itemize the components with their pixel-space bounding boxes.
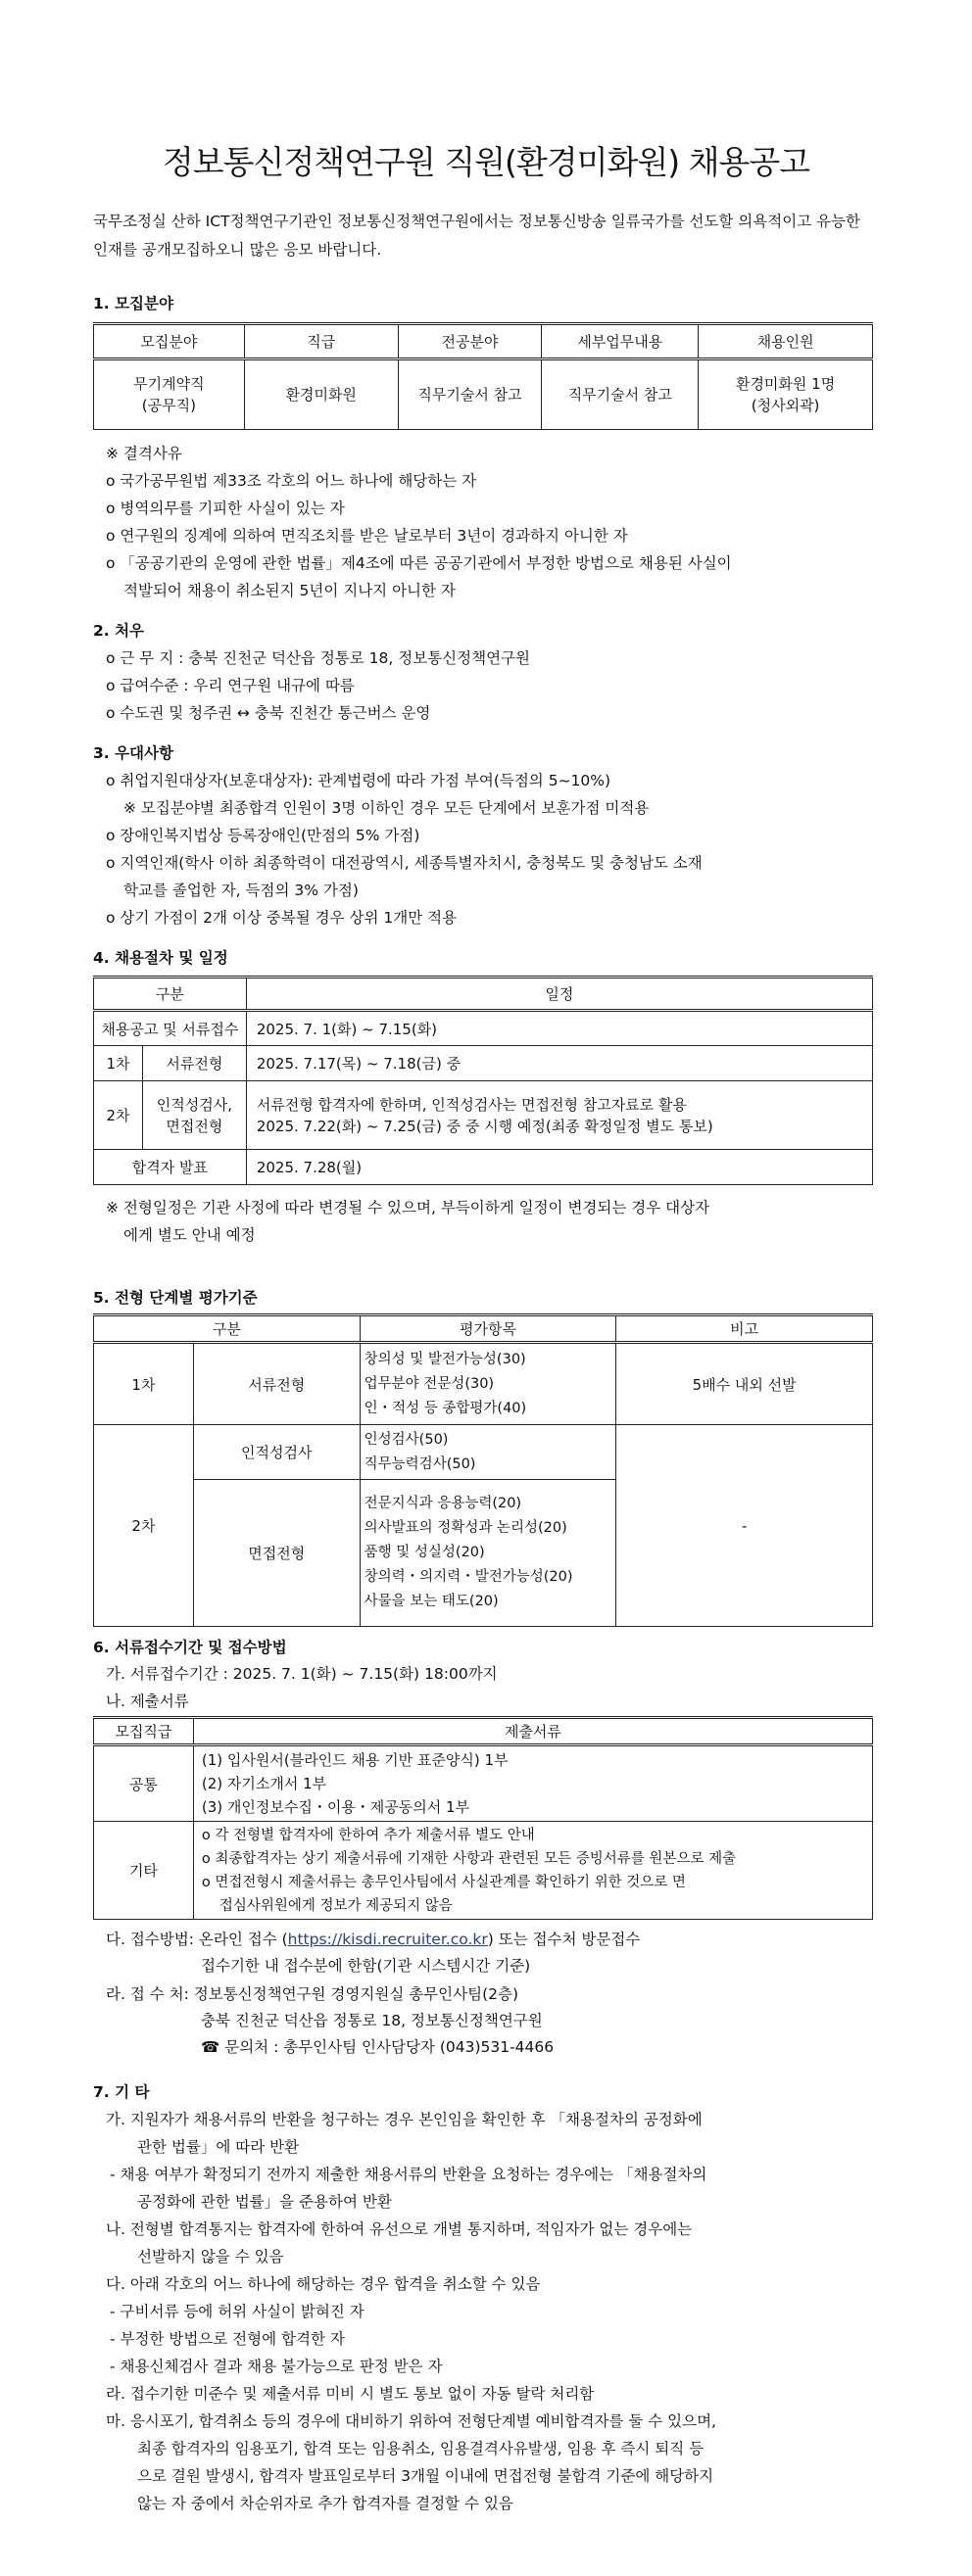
table-cell: 채용공고 및 서류접수 xyxy=(94,1011,247,1046)
cell-line: (3) 개인정보수집・이용・제공동의서 1부 xyxy=(201,1798,470,1816)
section-7-heading: 7. 기 타 xyxy=(93,2083,150,2101)
etc-line: - 부정한 방법으로 전형에 합격한 자 xyxy=(110,2330,345,2348)
table-cell xyxy=(360,1480,616,1627)
benefit-line: o 수도권 및 청주권 ↔ 충북 진천간 통근버스 운영 xyxy=(106,704,431,722)
etc-line: 선발하지 않을 수 있음 xyxy=(137,2248,284,2266)
office-line: 라. 접 수 처: 정보통신정책연구원 경영지원실 총무인사팀(2층) xyxy=(106,1985,519,2003)
table-cell: 공통 xyxy=(94,1745,194,1822)
etc-line: 공정화에 관한 법률」을 준용하여 반환 xyxy=(137,2193,392,2211)
preference-line: o 취업지원대상자(보훈대상자): 관계법령에 따라 가점 부여(득점의 5~10%) xyxy=(106,772,611,789)
note-line: ※ 결격사유 xyxy=(106,445,182,462)
table-cell: 2025. 7.17(목) ~ 7.18(금) 중 xyxy=(246,1046,872,1081)
benefit-line: o 급여수준 : 우리 연구원 내규에 따름 xyxy=(106,677,355,694)
etc-line: 관한 법률」에 따라 반환 xyxy=(137,2138,300,2156)
cell-line: 창의력・의지력・발전가능성(20) xyxy=(364,1569,573,1585)
note-line: o 「공공기관의 운영에 관한 법률」제4조에 따른 공공기관에서 부정한 방법으로 채용된 사실이 xyxy=(106,554,732,572)
etc-line: - 구비서류 등에 허위 사실이 밝혀진 자 xyxy=(110,2303,364,2320)
table-cell: 2025. 7. 1(화) ~ 7.15(화) xyxy=(246,1011,872,1046)
table-cell: 환경미화원 1명 (청사외곽) xyxy=(699,359,873,430)
table-header: 구분 xyxy=(94,1315,361,1343)
table-header: 세부업무내용 xyxy=(542,324,699,359)
note-line: o 국가공무원법 제33조 각호의 어느 하나에 해당하는 자 xyxy=(106,472,477,490)
table-cell: - xyxy=(616,1425,873,1627)
cell-line: 인・적성 등 종합평가(40) xyxy=(364,1400,527,1416)
note-line: 적발되어 채용이 취소된지 5년이 지나지 아니한 자 xyxy=(123,582,456,599)
contact-line: ☎ 문의처 : 총무인사팀 인사담당자 (043)531-4466 xyxy=(201,2038,555,2056)
method-line xyxy=(106,1928,640,1949)
preference-line: o 지역인재(학사 이하 최종학력이 대전광역시, 세종특별자치시, 충청북도 및 충청남도 소재 xyxy=(106,854,703,872)
cell-line: o 각 전형별 합격자에 한하여 추가 제출서류 별도 안내 xyxy=(201,1827,535,1843)
table-header: 평가항목 xyxy=(360,1315,616,1343)
etc-line: - 채용 여부가 확정되기 전까지 제출한 채용서류의 반환을 요청하는 경우에는 「채용절차의 xyxy=(110,2166,707,2183)
etc-line: 다. 아래 각호의 어느 하나에 해당하는 경우 합격을 취소할 수 있음 xyxy=(106,2275,541,2293)
table-header: 모집분야 xyxy=(94,324,245,359)
table-cell xyxy=(360,1343,616,1425)
section-6-heading: 6. 서류접수기간 및 접수방법 xyxy=(93,1639,287,1656)
table-cell xyxy=(193,1822,872,1920)
cell-line: 사물을 보는 태도(20) xyxy=(364,1594,499,1609)
office-line: 충북 진천군 덕산읍 정통로 18, 정보통신정책연구원 xyxy=(201,2012,543,2029)
cell-line: 인성검사(50) xyxy=(364,1431,449,1448)
etc-line: 최종 합격자의 임용포기, 합격 또는 임용취소, 임용결격사유발생, 임용 후 즉시 퇴직 등 xyxy=(137,2440,705,2457)
cell-line: 접심사위원에게 정보가 제공되지 않음 xyxy=(219,1897,453,1914)
etc-line: 가. 지원자가 채용서류의 반환을 청구하는 경우 본인임을 확인한 후 「채용절차의 공정화에 xyxy=(106,2111,703,2128)
method-text: ) 또는 접수처 방문접수 xyxy=(487,1931,641,1948)
note-line: 에게 별도 안내 예정 xyxy=(123,1226,256,1244)
cell-line: 서류전형 합격자에 한하며, 인적성검사는 면접전형 참고자료로 활용 xyxy=(256,1095,687,1114)
cell-line: o 면접전형시 제출서류는 총무인사팀에서 사실관계를 확인하기 위한 것으로 면 xyxy=(201,1874,686,1890)
note-line: o 병역의무를 기피한 사실이 있는 자 xyxy=(106,500,345,517)
method-text: 다. 접수방법: 온라인 접수 ( xyxy=(106,1931,288,1948)
table-cell: 직무기술서 참고 xyxy=(542,359,699,430)
cell-line: 면접전형 xyxy=(166,1117,223,1135)
table-cell: 환경미화원 xyxy=(244,359,398,430)
table-cell: 2025. 7.28(월) xyxy=(246,1150,872,1185)
table-cell: 1차 xyxy=(94,1343,194,1425)
note-line: o 연구원의 징계에 의하여 면직조치를 받은 날로부터 3년이 경과하지 아니한 자 xyxy=(106,527,628,545)
documents-table xyxy=(93,1716,873,1920)
table-header: 직급 xyxy=(244,324,398,359)
intro-paragraph: 국무조정실 산하 ICT정책연구기관인 정보통신정책연구원에서는 정보통신방송 일류국가를 선도할 의욕적이고 유능한 인재를 공개모집하오니 많은 응모 바랍니다. xyxy=(93,213,860,259)
table-header: 전공분야 xyxy=(398,324,542,359)
section-4-heading: 4. 채용절차 및 일정 xyxy=(93,949,228,967)
cell-line: 전문지식과 응용능력(20) xyxy=(364,1496,522,1511)
benefit-line: o 근 무 지 : 충북 진천군 덕산읍 정통로 18, 정보통신정책연구원 xyxy=(106,649,531,667)
table-header: 채용인원 xyxy=(699,324,873,359)
table-header: 일정 xyxy=(246,978,872,1011)
documents-label: 나. 제출서류 xyxy=(106,1693,189,1710)
etc-line: 않는 자 중에서 차순위자로 추가 합격자를 결정할 수 있음 xyxy=(137,2495,513,2512)
table-header: 모집직급 xyxy=(94,1718,194,1745)
table-cell xyxy=(142,1081,246,1150)
cell-line: 2025. 7.22(화) ~ 7.25(금) 중 중 시행 예정(최종 확정일정 별도 통보) xyxy=(256,1117,713,1135)
table-cell: 2차 xyxy=(94,1081,143,1150)
period-line: 가. 서류접수기간 : 2025. 7. 1(화) ~ 7.15(화) 18:00까지 xyxy=(106,1665,498,1683)
table-cell: 1차 xyxy=(94,1046,143,1081)
table-cell: 직무기술서 참고 xyxy=(398,359,542,430)
preference-line: 학교를 졸업한 자, 득점의 3% 가점) xyxy=(123,882,359,899)
table-cell: 2차 xyxy=(94,1425,194,1627)
table-cell: 서류전형 xyxy=(193,1343,360,1425)
schedule-table xyxy=(93,976,873,1185)
cell-line: 품행 및 성실성(20) xyxy=(364,1545,485,1560)
page-title: 정보통신정책연구원 직원(환경미화원) 채용공고 xyxy=(162,143,810,181)
etc-line: 나. 전형별 합격통지는 합격자에 한하여 유선으로 개별 통지하며, 적임자가 없는 경우에는 xyxy=(106,2220,693,2238)
cell-line: (1) 입사원서(블라인드 채용 기반 표준양식) 1부 xyxy=(201,1751,509,1769)
cell-line: o 최종합격자는 상기 제출서류에 기재한 사항과 관련된 모든 증빙서류를 원본으로 제출 xyxy=(201,1850,737,1867)
section-3-heading: 3. 우대사항 xyxy=(93,744,173,762)
section-2-heading: 2. 처우 xyxy=(93,622,145,640)
preference-line: o 장애인복지법상 등록장애인(만점의 5% 가점) xyxy=(106,827,420,844)
cell-line: 직무능력검사(50) xyxy=(364,1455,476,1472)
table-cell: 합격자 발표 xyxy=(94,1150,247,1185)
table-cell xyxy=(360,1425,616,1480)
cell-line: 의사발표의 정확성과 논리성(20) xyxy=(364,1520,567,1536)
table-header: 제출서류 xyxy=(193,1718,872,1745)
cell-line: (2) 자기소개서 1부 xyxy=(201,1775,327,1792)
etc-line: - 채용신체검사 결과 채용 불가능으로 판정 받은 자 xyxy=(110,2358,443,2375)
preference-line: o 상기 가점이 2개 이상 중복될 경우 상위 1개만 적용 xyxy=(106,909,458,927)
section-1-heading: 1. 모집분야 xyxy=(93,295,173,312)
preference-line: ※ 모집분야별 최종합격 인원이 3명 이하인 경우 모든 단계에서 보훈가점 미적용 xyxy=(123,799,650,817)
section-5-heading: 5. 전형 단계별 평가기준 xyxy=(93,1289,258,1307)
table-cell: 서류전형 xyxy=(142,1046,246,1081)
table-cell xyxy=(193,1745,872,1822)
evaluation-table xyxy=(93,1313,873,1627)
table-header: 비고 xyxy=(616,1315,873,1343)
table-cell: 무기계약직 (공무직) xyxy=(94,359,245,430)
note-line: ※ 전형일정은 기관 사정에 따라 변경될 수 있으며, 부득이하게 일정이 변경되는 경우 대상자 xyxy=(106,1199,710,1216)
etc-line: 라. 접수기한 미준수 및 제출서류 미비 시 별도 통보 없이 자동 탈락 처리함 xyxy=(106,2385,595,2403)
table-cell: 5배수 내외 선발 xyxy=(616,1343,873,1425)
method-line: 접수기한 내 접수분에 한함(기관 시스템시간 기준) xyxy=(201,1957,531,1975)
table-cell: 기타 xyxy=(94,1822,194,1920)
table-header: 구분 xyxy=(94,978,247,1011)
cell-line: 창의성 및 발전가능성(30) xyxy=(364,1351,526,1367)
table-cell xyxy=(246,1081,872,1150)
apply-link[interactable]: https://kisdi.recruiter.co.kr xyxy=(287,1931,488,1948)
etc-line: 마. 응시포기, 합격취소 등의 경우에 대비하기 위하여 전형단계별 예비합격자를 둘 수 있으며, xyxy=(106,2412,716,2430)
etc-line: 으로 결원 발생시, 합격자 발표일로부터 3개월 이내에 면접전형 불합격 기준에 해당하지 xyxy=(137,2467,714,2485)
table-cell: 인적성검사 xyxy=(193,1425,360,1480)
cell-line: 업무분야 전문성(30) xyxy=(364,1375,495,1392)
recruitment-table xyxy=(93,322,873,430)
cell-line: 인적성검사, xyxy=(156,1095,232,1114)
table-cell: 면접전형 xyxy=(193,1480,360,1627)
